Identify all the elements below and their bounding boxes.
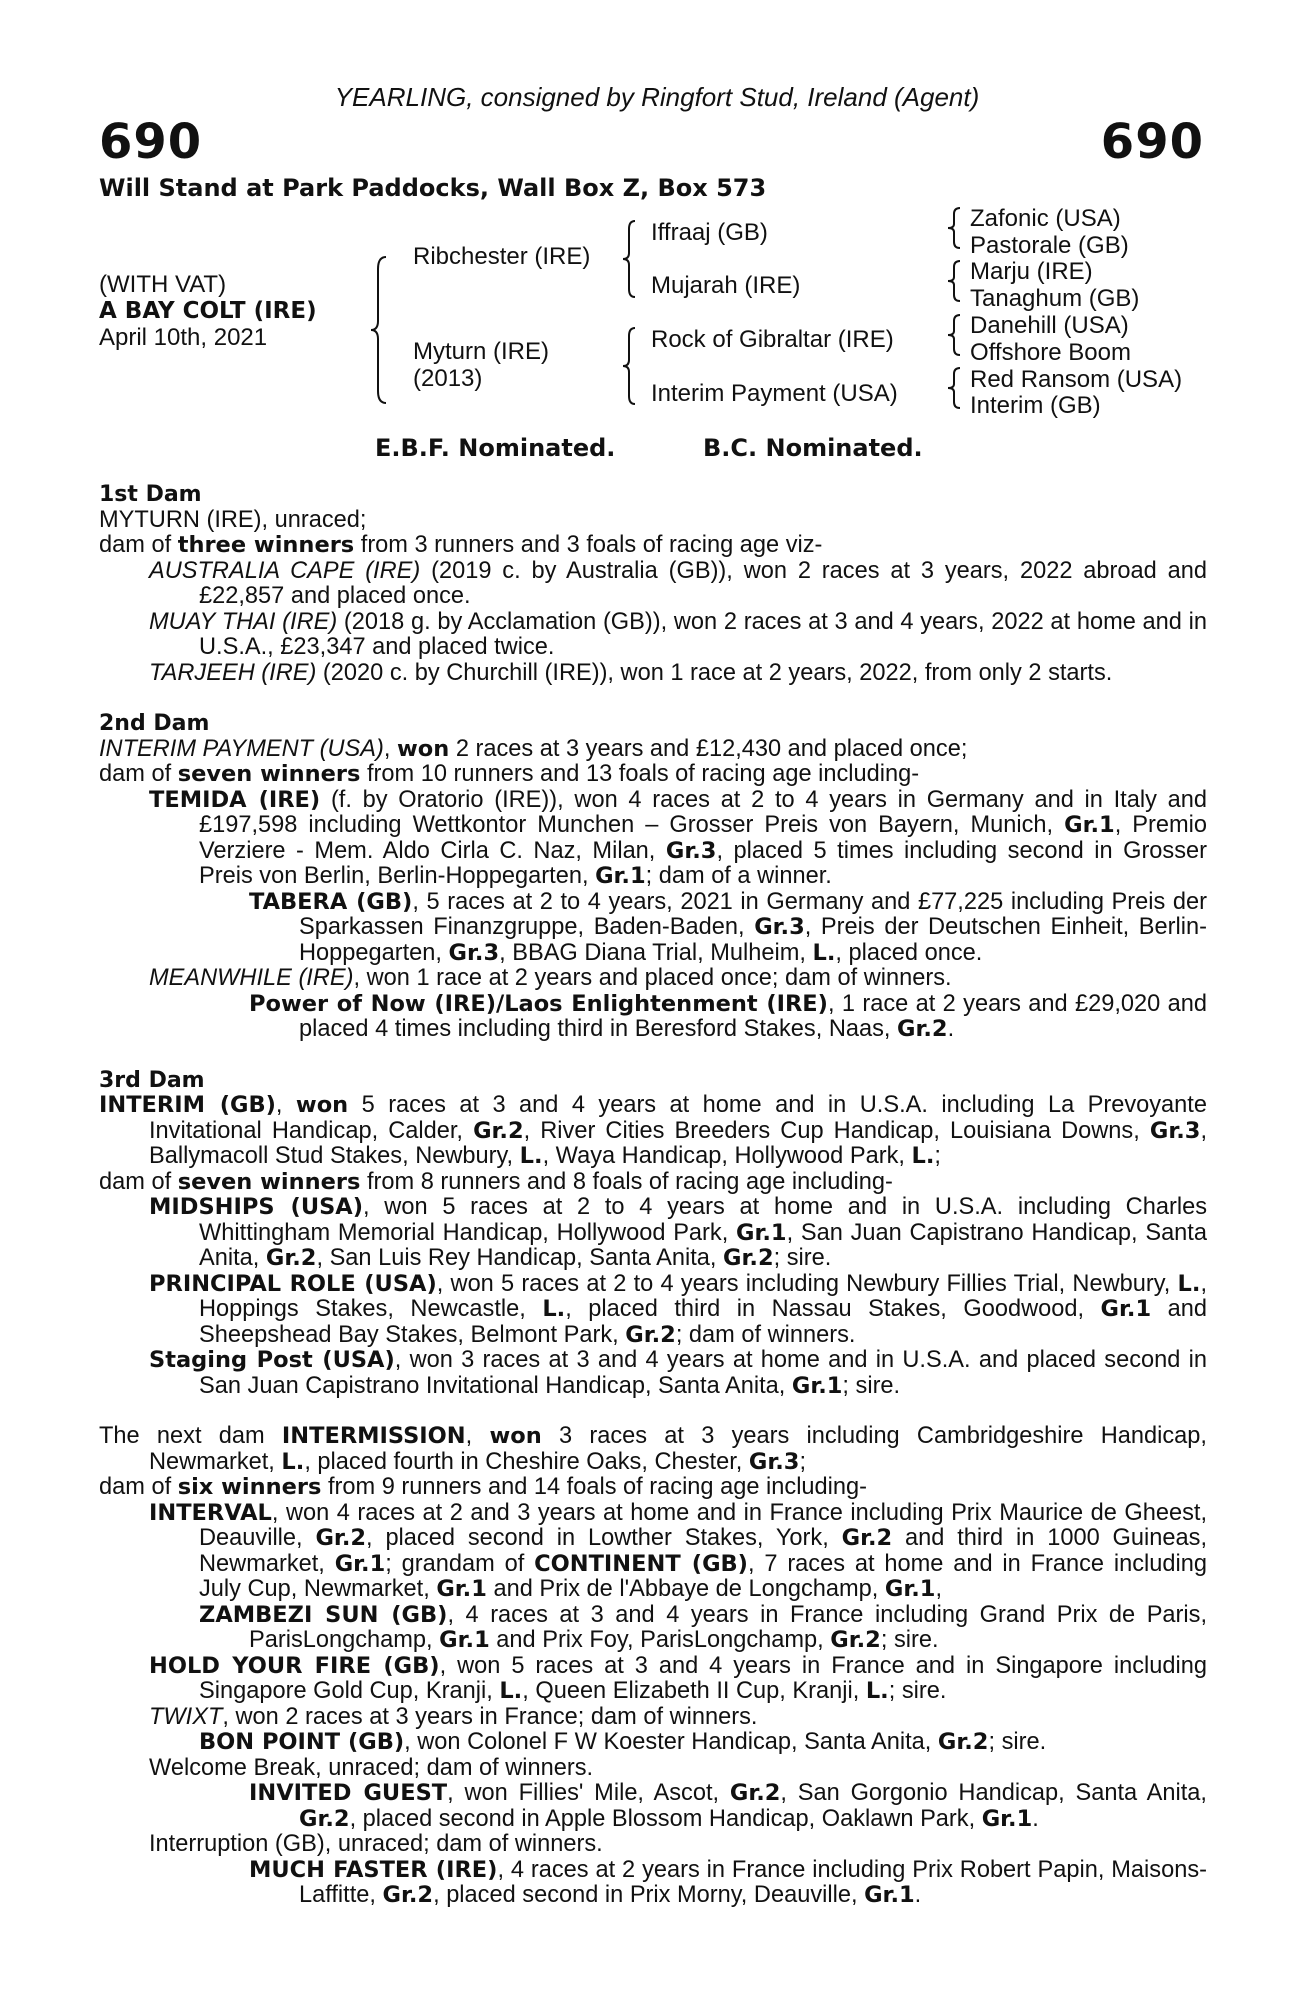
progeny-entry: TEMIDA (IRE) (f. by Oratorio (IRE)), won 4 races at 2 to 4 years in Germany and in Italy and £197,598 including Wettkontor Munchen – Grosser Preis von Bayern, Munich, Gr.1, Premio Verziere - Mem. Aldo Cirla C. Naz, Milan, Gr.3, placed 5 times including second in Grosser Preis von Berlin, Berlin-Hoppegarten, Gr.1; dam of a winner. xyxy=(149,786,1208,889)
progeny-entry: MUAY THAI (IRE) (2018 g. by Acclamation (GB)), won 2 races at 3 and 4 years, 2022 at home and in U.S.A., £23,347 and placed twice. xyxy=(149,608,1207,660)
brace-g2 xyxy=(944,259,964,303)
third-dam-heading: 3rd Dam xyxy=(99,1067,205,1093)
progeny-entry: AUSTRALIA CAPE (IRE) (2019 c. by Australia (GB)), won 2 races at 3 years, 2022 abroad and £22,857 and placed once. xyxy=(149,557,1207,609)
produce-record xyxy=(99,482,1207,1909)
brace-g3 xyxy=(944,313,964,357)
grandsire-2: Pastorale (GB) xyxy=(970,232,1129,259)
next-dam-line: The next dam INTERMISSION, won 3 races at 3 years including Cambridgeshire Handicap, Newmarket, L., placed fourth in Cheshire Oaks, Chester, Gr.3; xyxy=(99,1423,1207,1475)
dam-sire: Rock of Gibraltar (IRE) xyxy=(651,326,894,353)
progeny-entry: TWIXT, won 2 races at 3 years in France; dam of winners. xyxy=(149,1703,758,1730)
horse-name: A BAY COLT (IRE) xyxy=(99,298,317,324)
brace-g4 xyxy=(944,366,964,410)
progeny-entry: PRINCIPAL ROLE (USA), won 5 races at 2 to 4 years including Newbury Fillies Trial, Newbury, L., Hoppings Stakes, Newcastle, L., placed third in Nassau Stakes, Goodwood, Gr.1 and Sheepshead Bay Stakes, Belmont Park, Gr.2; dam of winners. xyxy=(149,1270,1207,1348)
grandsire-8: Interim (GB) xyxy=(970,392,1101,419)
grandsire-7: Red Ransom (USA) xyxy=(970,366,1183,393)
dam: Myturn (IRE) xyxy=(413,338,550,365)
progeny-entry: MEANWHILE (IRE), won 1 race at 2 years and placed once; dam of winners. xyxy=(149,965,952,991)
sire-dam: Mujarah (IRE) xyxy=(651,272,801,299)
ebf-nomination: E.B.F. Nominated. xyxy=(375,434,616,462)
grandsire-6: Offshore Boom xyxy=(970,339,1131,366)
foaling-date: April 10th, 2021 xyxy=(99,324,268,351)
progeny-entry: Welcome Break, unraced; dam of winners. xyxy=(149,1754,594,1781)
third-dam-line: INTERIM (GB), won 5 races at 3 and 4 years at home and in U.S.A. including La Prevoyante Invitational Handicap, Calder, Gr.2, River Cities Breeders Cup Handicap, Louisiana Downs, Gr.3, Ballymacoll Stud Stakes, Newbury, L., Waya Handicap, Hollywood Park, L.; xyxy=(99,1092,1207,1169)
lot-number-left: 690 xyxy=(99,114,203,170)
second-dam-heading: 2nd Dam xyxy=(99,711,210,736)
sire-sire: Iffraaj (GB) xyxy=(651,219,768,246)
progeny-entry: Interruption (GB), unraced; dam of winners. xyxy=(149,1831,603,1857)
progeny-entry: TARJEEH (IRE) (2020 c. by Churchill (IRE)), won 1 race at 2 years, 2022, from only 2 starts. xyxy=(149,659,1113,686)
first-dam-line: MYTURN (IRE), unraced; xyxy=(99,506,367,533)
brace-sire xyxy=(620,219,638,299)
progeny-entry: INTERVAL, won 4 races at 2 and 3 years at home and in France including Prix Maurice de Gheest, Deauville, Gr.2, placed second in Lowther Stakes, York, Gr.2 and third in 1000 Guineas, Newmarket, Gr.1; grandam of CONTINENT (GB), 7 races at home and in France including July Cup, Newmarket, Gr.1 and Prix de l'Abbaye de Longchamp, Gr.1, xyxy=(149,1499,1207,1602)
vat-note: (WITH VAT) xyxy=(99,271,227,298)
grandsire-4: Tanaghum (GB) xyxy=(970,285,1140,312)
brace-main xyxy=(368,255,390,405)
grandprogeny-entry: ZAMBEZI SUN (GB), 4 races at 3 and 4 years in France including Grand Prix de Paris, ParisLongchamp, Gr.1 and Prix Foy, ParisLongchamp, Gr.2; sire. xyxy=(199,1601,1207,1653)
sire: Ribchester (IRE) xyxy=(413,243,591,270)
progeny-entry: HOLD YOUR FIRE (GB), won 5 races at 3 and 4 years in France and in Singapore including Singapore Gold Cup, Kranji, L., Queen Elizabeth II Cup, Kranji, L.; sire. xyxy=(149,1652,1208,1704)
grandsire-1: Zafonic (USA) xyxy=(970,205,1121,232)
second-dam-line: INTERIM PAYMENT (USA), won 2 races at 3 years and £12,430 and placed once; xyxy=(99,735,968,762)
second-dam-produce-summary: dam of seven winners from 10 runners and 13 foals of racing age including- xyxy=(99,761,920,787)
first-dam-heading: 1st Dam xyxy=(99,482,202,507)
grandprogeny-entry: BON POINT (GB), won Colonel F W Koester Handicap, Santa Anita, Gr.2; sire. xyxy=(199,1729,1047,1755)
next-dam-produce-summary: dam of six winners from 9 runners and 14 foals of racing age including- xyxy=(99,1474,868,1500)
grandprogeny-entry: TABERA (GB), 5 races at 2 to 4 years, 2021 in Germany and £77,225 including Preis der Sparkassen Finanzgruppe, Baden-Baden, Gr.3, Preis der Deutschen Einheit, Berlin-Hoppegarten, Gr.3, BBAG Diana Trial, Mulheim, L., placed once. xyxy=(249,888,1207,966)
dam-dam: Interim Payment (USA) xyxy=(651,380,898,407)
grandsire-5: Danehill (USA) xyxy=(970,312,1129,339)
brace-g1 xyxy=(944,206,964,250)
progeny-entry: Staging Post (USA), won 3 races at 3 and 4 years at home and in U.S.A. and placed second in San Juan Capistrano Invitational Handicap, Santa Anita, Gr.1; sire. xyxy=(149,1347,1207,1399)
first-dam-produce-summary: dam of three winners from 3 runners and 3 foals of racing age viz- xyxy=(99,532,823,558)
bc-nomination: B.C. Nominated. xyxy=(703,434,923,462)
stand-location: Will Stand at Park Paddocks, Wall Box Z, Box 573 xyxy=(99,174,767,202)
lot-number-right: 690 xyxy=(1100,114,1204,170)
consignor-line: YEARLING, consigned by Ringfort Stud, Ireland (Agent) xyxy=(334,82,980,112)
dam-year: (2013) xyxy=(413,365,483,392)
grandprogeny-entry: MUCH FASTER (IRE), 4 races at 2 years in France including Prix Robert Papin, Maisons-Laffitte, Gr.2, placed second in Prix Morny, Deauville, Gr.1. xyxy=(249,1856,1207,1908)
third-dam-produce-summary: dam of seven winners from 8 runners and 8 foals of racing age including- xyxy=(99,1168,893,1195)
brace-dam xyxy=(620,326,638,406)
grandprogeny-entry: INVITED GUEST, won Fillies' Mile, Ascot, Gr.2, San Gorgonio Handicap, Santa Anita, Gr.2, placed second in Apple Blossom Handicap, Oaklawn Park, Gr.1. xyxy=(249,1780,1207,1832)
grandprogeny-entry: Power of Now (IRE)/Laos Enlightenment (IRE), 1 race at 2 years and £29,020 and placed 4 times including third in Beresford Stakes, Naas, Gr.2. xyxy=(249,990,1207,1042)
progeny-entry: MIDSHIPS (USA), won 5 races at 2 to 4 years at home and in U.S.A. including Charles Whittingham Memorial Handicap, Hollywood Park, Gr.1, San Juan Capistrano Handicap, Santa Anita, Gr.2, San Luis Rey Handicap, Santa Anita, Gr.2; sire. xyxy=(149,1194,1207,1271)
grandsire-3: Marju (IRE) xyxy=(970,258,1093,285)
